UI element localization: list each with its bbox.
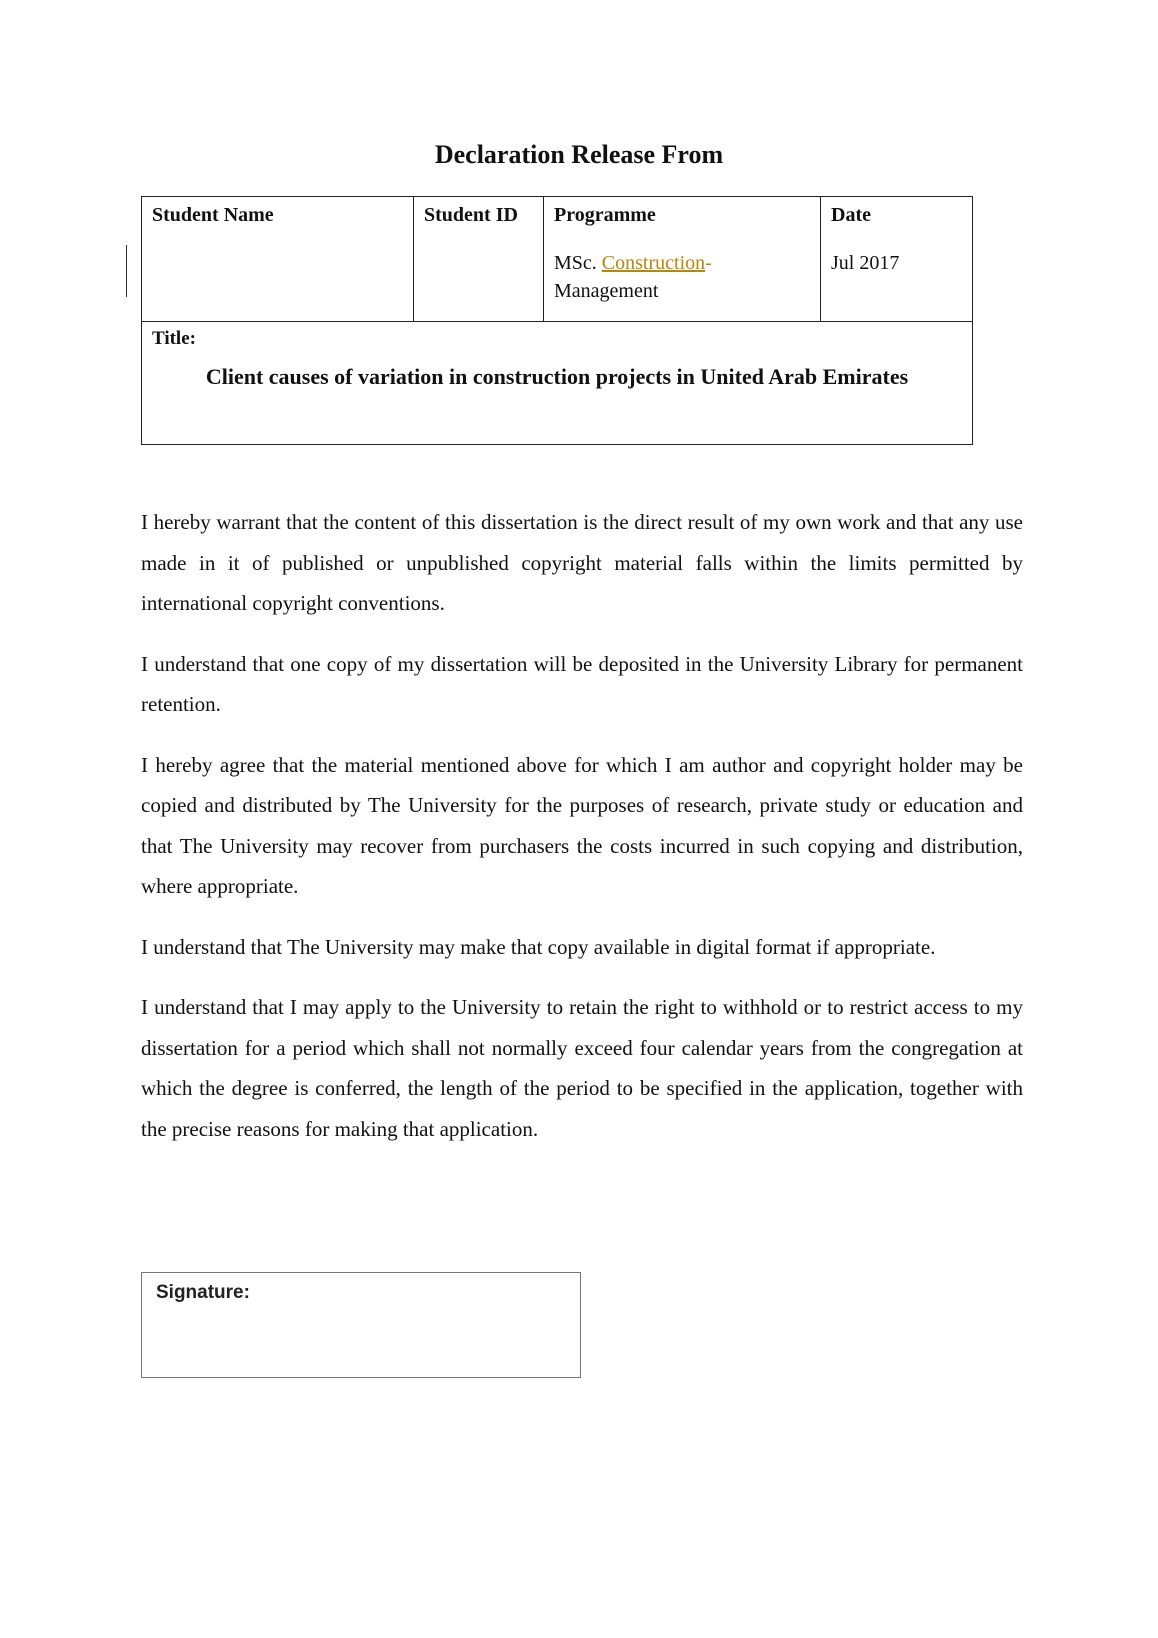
date-cell[interactable] <box>821 197 973 322</box>
student-name-label: Student Name <box>152 204 274 226</box>
signature-box[interactable] <box>141 1272 581 1378</box>
student-id-label: Student ID <box>424 204 518 226</box>
programme-prefix: MSc. <box>554 252 602 274</box>
programme-label: Programme <box>554 204 656 226</box>
title-row <box>142 322 973 445</box>
programme-dash: - <box>705 252 712 274</box>
date-label: Date <box>831 204 871 226</box>
title-cell[interactable] <box>142 322 973 445</box>
text-cursor <box>126 245 127 297</box>
programme-cell[interactable] <box>544 197 821 322</box>
student-id-cell[interactable] <box>414 197 544 322</box>
signature-label: Signature: <box>156 1282 250 1303</box>
programme-link[interactable]: Construction <box>601 252 706 274</box>
date-value: Jul 2017 <box>831 252 900 274</box>
declaration-paragraph: I hereby warrant that the content of this dissertation is the direct result of my own work and that any use made in it of published or unpublished copyright material falls within the limits permitted by international copyright conventions. <box>141 510 1023 615</box>
programme-value <box>554 249 810 305</box>
declaration-paragraph: I understand that I may apply to the University to retain the right to withhold or to restrict access to my dissertation for a period which shall not normally exceed four calendar years from the congregation at which the degree is conferred, the length of the period to be specified in the application, together with the precise reasons for making that application. <box>141 995 1023 1141</box>
student-info-table <box>141 196 973 445</box>
declaration-body <box>141 502 1023 1169</box>
student-name-cell[interactable] <box>142 197 414 322</box>
info-header-row <box>142 197 973 322</box>
programme-suffix: Management <box>554 280 659 302</box>
declaration-paragraph: I understand that The University may make that copy available in digital format if appropriate. <box>141 934 936 959</box>
document-title: Declaration Release From <box>434 140 724 169</box>
declaration-paragraph: I understand that one copy of my dissertation will be deposited in the University Library for permanent retention. <box>141 651 1023 716</box>
dissertation-title: Client causes of variation in construction projects in United Arab Emirates <box>205 364 909 389</box>
title-label: Title: <box>152 328 196 349</box>
declaration-paragraph: I hereby agree that the material mentioned above for which I am author and copyright holder may be copied and distributed by The University for the purposes of research, private study or education and that The University may recover from purchasers the costs incurred in such copying and distribution, where appropriate. <box>141 752 1023 898</box>
